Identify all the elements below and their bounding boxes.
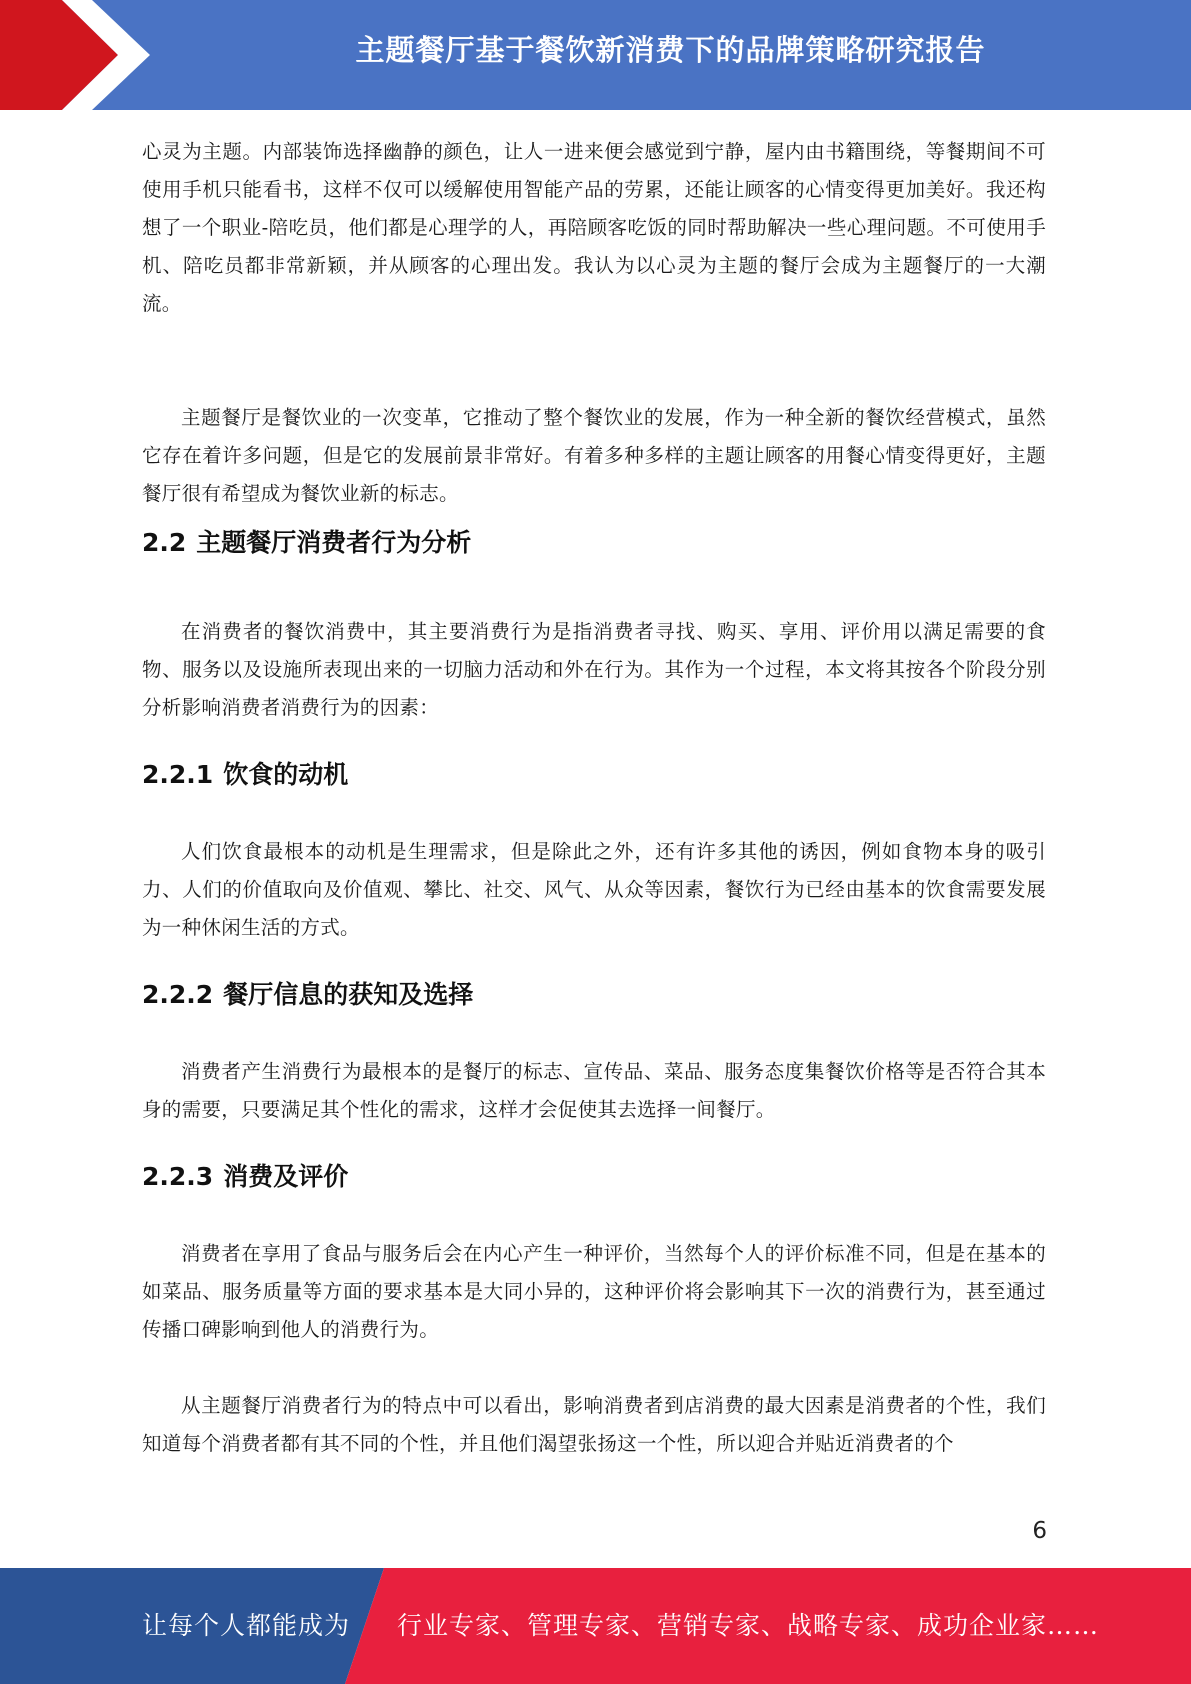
section-title: 饮食的动机 <box>223 760 349 789</box>
section-number: 2.2.3 <box>142 1162 214 1191</box>
paragraph-2: 主题餐厅是餐饮业的一次变革，它推动了整个餐饮业的发展，作为一种全新的餐饮经营模式，虽然它存在着许多问题，但是它的发展前景非常好。有着多种多样的主题让顾客的用餐心情变得更好，主题餐厅很有希望成为餐饮业新的标志。 <box>142 406 1046 505</box>
section-heading-2-2-2 <box>142 975 1046 1015</box>
document-title: 主题餐厅基于餐饮新消费下的品牌策略研究报告 <box>355 33 986 67</box>
footer-slogan-right: 行业专家、管理专家、营销专家、战略专家、成功企业家…… <box>397 1611 1100 1640</box>
header-arrow-decoration <box>0 0 170 110</box>
section-number: 2.2.2 <box>142 980 214 1009</box>
section-heading-2-2-1 <box>142 755 1046 795</box>
section-number: 2.2.1 <box>142 760 214 789</box>
section-title: 主题餐厅消费者行为分析 <box>196 528 472 557</box>
footer-banner <box>0 1568 1191 1684</box>
section-title: 餐厅信息的获知及选择 <box>223 980 474 1009</box>
header-banner <box>0 0 1191 110</box>
paragraph-7: 从主题餐厅消费者行为的特点中可以看出，影响消费者到店消费的最大因素是消费者的个性，我们知道每个消费者都有其不同的个性，并且他们渴望张扬这一个性，所以迎合并贴近消费者的个 <box>142 1394 1046 1455</box>
document-body <box>142 133 1046 1463</box>
section-title: 消费及评价 <box>223 1162 349 1191</box>
paragraph-3: 在消费者的餐饮消费中，其主要消费行为是指消费者寻找、购买、享用、评价用以满足需要的食物、服务以及设施所表现出来的一切脑力活动和外在行为。其作为一个过程，本文将其按各个阶段分别分析影响消费者消费行为的因素： <box>142 620 1046 719</box>
page-number: 6 <box>1032 1518 1047 1544</box>
paragraph-5: 消费者产生消费行为最根本的是餐厅的标志、宣传品、菜品、服务态度集餐饮价格等是否符合其本身的需要，只要满足其个性化的需求，这样才会促使其去选择一间餐厅。 <box>142 1060 1046 1121</box>
paragraph-4: 人们饮食最根本的动机是生理需求，但是除此之外，还有许多其他的诱因，例如食物本身的吸引力、人们的价值取向及价值观、攀比、社交、风气、从众等因素，餐饮行为已经由基本的饮食需要发展为一种休闲生活的方式。 <box>142 840 1046 939</box>
section-number: 2.2 <box>142 528 187 557</box>
footer-slogan-left: 让每个人都能成为 <box>142 1611 351 1640</box>
paragraph-1: 心灵为主题。内部装饰选择幽静的颜色，让人一进来便会感觉到宁静，屋内由书籍围绕，等餐期间不可使用手机只能看书，这样不仅可以缓解使用智能产品的劳累，还能让顾客的心情变得更加美好。我还构想了一个职业-陪吃员，他们都是心理学的人，再陪顾客吃饭的同时帮助解决一些心理问题。不可使用手机、陪吃员都非常新颖，并从顾客的心理出发。我认为以心灵为主题的餐厅会成为主题餐厅的一大潮流。 <box>142 140 1046 315</box>
section-heading-2-2 <box>142 523 1046 563</box>
section-heading-2-2-3 <box>142 1157 1046 1197</box>
paragraph-6: 消费者在享用了食品与服务后会在内心产生一种评价，当然每个人的评价标准不同，但是在基本的如菜品、服务质量等方面的要求基本是大同小异的，这种评价将会影响其下一次的消费行为，甚至通过传播口碑影响到他人的消费行为。 <box>142 1242 1046 1341</box>
